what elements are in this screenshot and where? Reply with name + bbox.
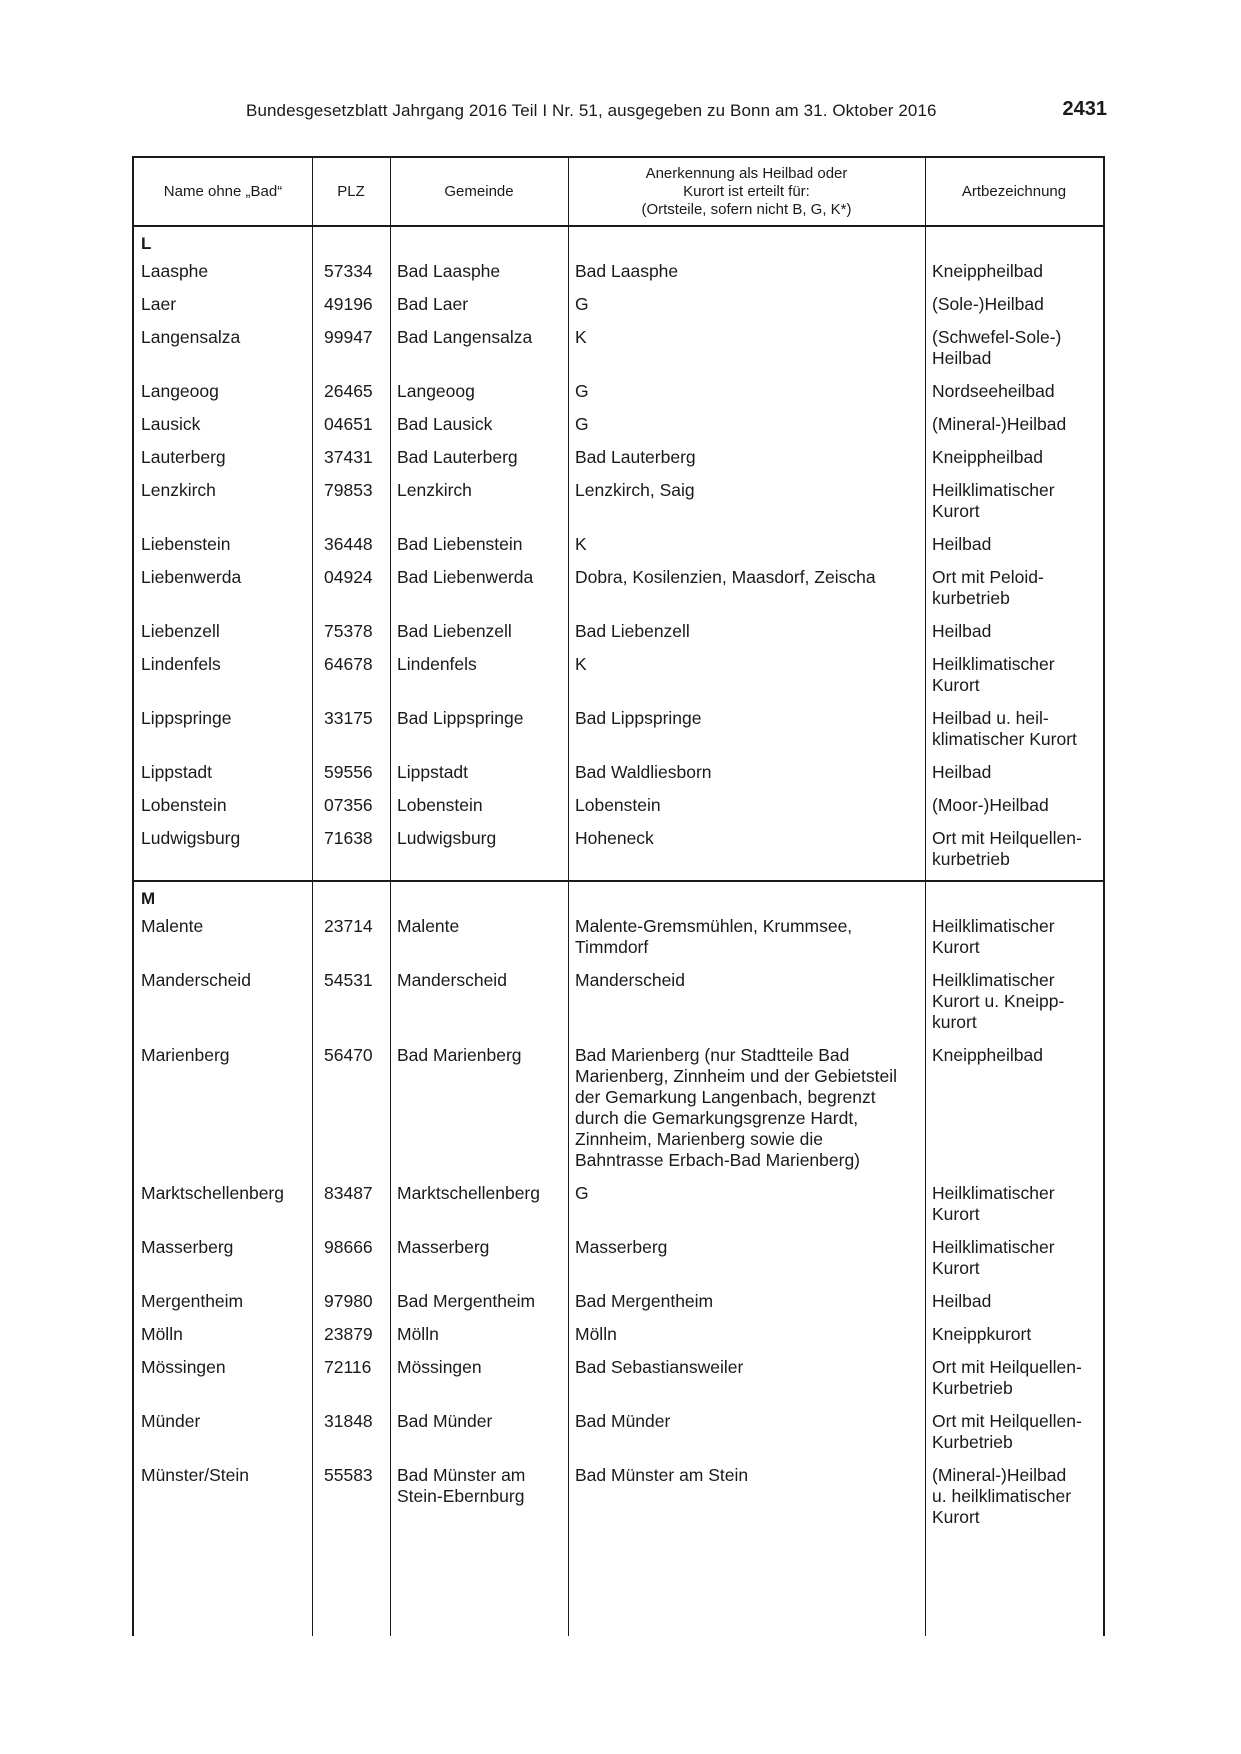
- cell-line: (Schwefel-Sole-): [932, 327, 1062, 347]
- cell-line: Ort mit Peloid-: [932, 567, 1044, 587]
- table-row: [134, 261, 1103, 282]
- cell-gemeinde: [390, 1237, 568, 1279]
- cell-anerkennung: [568, 447, 925, 468]
- cell-line: Heilklimatischer: [932, 1237, 1055, 1257]
- cell-line: (Mineral-)Heilbad: [932, 414, 1067, 434]
- table-row: [134, 282, 1103, 315]
- column-header-artbezeichnung: Artbezeichnung: [961, 182, 1067, 200]
- table-row: [134, 1171, 1103, 1225]
- cell-line: (Mineral-)Heilbad: [932, 1465, 1067, 1485]
- table-row: [134, 1345, 1103, 1399]
- cell-line: Lippstadt: [397, 762, 469, 782]
- cell-line: Kneippheilbad: [932, 261, 1043, 281]
- cell-anerkennung: [568, 654, 925, 696]
- cell-line: Manderscheid: [575, 970, 685, 990]
- cell-gemeinde: [390, 381, 568, 402]
- cell-artbezeichnung: [925, 621, 1103, 642]
- cell-line: Heilbad: [932, 1291, 992, 1311]
- cell-plz: 04924: [324, 567, 373, 587]
- cell-artbezeichnung: [925, 1324, 1103, 1345]
- table-section: [134, 227, 1103, 880]
- cell-plz: 49196: [324, 294, 373, 314]
- cell-line: G: [575, 294, 589, 314]
- cell-line: Heilbad: [932, 348, 992, 368]
- cell-name: Marktschellenberg: [141, 1183, 284, 1203]
- cell-line: Masserberg: [397, 1237, 490, 1257]
- cell-line: klimatischer Kurort: [932, 729, 1077, 749]
- cell-line: Bad Lauterberg: [397, 447, 518, 467]
- cell-anerkennung: [568, 534, 925, 555]
- column-header-anerkennung-line: Anerkennung als Heilbad oder: [645, 164, 848, 182]
- cell-line: Kneippheilbad: [932, 447, 1043, 467]
- cell-name: Liebenzell: [141, 621, 220, 641]
- cell-line: (Moor-)Heilbad: [932, 795, 1049, 815]
- table-row: [134, 816, 1103, 870]
- table-header: [134, 158, 1103, 227]
- cell-line: Kurort u. Kneipp-: [932, 991, 1065, 1011]
- cell-anerkennung: [568, 708, 925, 750]
- cell-name: Lippstadt: [141, 762, 213, 782]
- cell-plz: 36448: [324, 534, 373, 554]
- table-section: [134, 880, 1103, 1538]
- cell-artbezeichnung: [925, 261, 1103, 282]
- cell-plz: 57334: [324, 261, 373, 281]
- cell-artbezeichnung: [925, 447, 1103, 468]
- cell-anerkennung: [568, 916, 925, 958]
- cell-gemeinde: [390, 916, 568, 958]
- cell-artbezeichnung: [925, 327, 1103, 369]
- cell-line: Bad Marienberg: [397, 1045, 522, 1065]
- cell-anerkennung: [568, 327, 925, 369]
- cell-line: Bad Lippspringe: [575, 708, 702, 728]
- cell-artbezeichnung: [925, 916, 1103, 958]
- cell-name: Lobenstein: [141, 795, 227, 815]
- cell-plz: 56470: [324, 1045, 373, 1065]
- cell-artbezeichnung: [925, 795, 1103, 816]
- cell-name: Masserberg: [141, 1237, 234, 1257]
- table-row: [134, 1453, 1103, 1528]
- cell-line: Bad Lippspringe: [397, 708, 524, 728]
- cell-plz: 75378: [324, 621, 373, 641]
- cell-anerkennung: [568, 1045, 925, 1171]
- cell-line: Ort mit Heilquellen-: [932, 828, 1082, 848]
- cell-line: Marktschellenberg: [397, 1183, 540, 1203]
- running-head: Bundesgesetzblatt Jahrgang 2016 Teil I Nr. 51, ausgegeben zu Bonn am 31. Oktober 2016: [246, 101, 937, 120]
- cell-gemeinde: [390, 1183, 568, 1225]
- cell-artbezeichnung: [925, 708, 1103, 750]
- cell-anerkennung: [568, 294, 925, 315]
- cell-anerkennung: [568, 795, 925, 816]
- cell-line: Bad Münder: [575, 1411, 671, 1431]
- cell-gemeinde: [390, 567, 568, 609]
- cell-anerkennung: [568, 567, 925, 609]
- cell-name: Mölln: [141, 1324, 183, 1344]
- cell-gemeinde: [390, 261, 568, 282]
- cell-line: Bad Lausick: [397, 414, 493, 434]
- cell-anerkennung: [568, 480, 925, 522]
- cell-name: Liebenwerda: [141, 567, 242, 587]
- cell-line: Lenzkirch, Saig: [575, 480, 695, 500]
- cell-artbezeichnung: [925, 534, 1103, 555]
- cell-line: Kurort: [932, 501, 980, 521]
- cell-artbezeichnung: [925, 1291, 1103, 1312]
- cell-plz: 23879: [324, 1324, 373, 1344]
- cell-artbezeichnung: [925, 1183, 1103, 1225]
- cell-name: Ludwigsburg: [141, 828, 241, 848]
- cell-artbezeichnung: [925, 1045, 1103, 1171]
- cell-plz: 55583: [324, 1465, 373, 1485]
- cell-line: Bad Liebenwerda: [397, 567, 534, 587]
- page-number: 2431: [1062, 98, 1107, 120]
- cell-line: Kurbetrieb: [932, 1378, 1013, 1398]
- cell-line: Bad Laasphe: [575, 261, 679, 281]
- cell-plz: 79853: [324, 480, 373, 500]
- cell-gemeinde: [390, 828, 568, 870]
- cell-line: Kurort: [932, 1507, 980, 1527]
- cell-line: Heilbad: [932, 762, 992, 782]
- cell-line: Bad Lauterberg: [575, 447, 696, 467]
- cell-line: Heilbad: [932, 534, 992, 554]
- table-row: [134, 369, 1103, 402]
- table-body: [134, 227, 1103, 1538]
- cell-line: G: [575, 1183, 589, 1203]
- section-letter: M: [141, 889, 156, 908]
- cell-line: Manderscheid: [397, 970, 507, 990]
- cell-artbezeichnung: [925, 381, 1103, 402]
- table-row: [134, 642, 1103, 696]
- cell-name: Lausick: [141, 414, 201, 434]
- cell-name: Langensalza: [141, 327, 241, 347]
- cell-gemeinde: [390, 762, 568, 783]
- cell-gemeinde: [390, 294, 568, 315]
- cell-name: Münster/Stein: [141, 1465, 249, 1485]
- cell-anerkennung: [568, 1183, 925, 1225]
- cell-line: Heilbad u. heil-: [932, 708, 1049, 728]
- cell-line: Kurbetrieb: [932, 1432, 1013, 1452]
- cell-plz: 98666: [324, 1237, 373, 1257]
- section-spacer: [134, 1528, 1103, 1538]
- cell-line: der Gemarkung Langenbach, begrenzt: [575, 1087, 876, 1107]
- cell-anerkennung: [568, 621, 925, 642]
- cell-gemeinde: [390, 480, 568, 522]
- cell-plz: 23714: [324, 916, 373, 936]
- cell-name: Lenzkirch: [141, 480, 216, 500]
- cell-anerkennung: [568, 762, 925, 783]
- cell-plz: 83487: [324, 1183, 373, 1203]
- cell-gemeinde: [390, 534, 568, 555]
- cell-line: Ludwigsburg: [397, 828, 497, 848]
- cell-line: Nordseeheilbad: [932, 381, 1055, 401]
- cell-line: Kneippheilbad: [932, 1045, 1043, 1065]
- table-row: [134, 468, 1103, 522]
- cell-plz: 37431: [324, 447, 373, 467]
- cell-gemeinde: [390, 447, 568, 468]
- cell-name: Marienberg: [141, 1045, 230, 1065]
- column-header-anerkennung-line: (Ortsteile, sofern nicht B, G, K*): [641, 200, 852, 218]
- cell-line: Heilbad: [932, 621, 992, 641]
- cell-artbezeichnung: [925, 1411, 1103, 1453]
- cell-name: Münder: [141, 1411, 201, 1431]
- cell-line: Bad Münster am Stein: [575, 1465, 749, 1485]
- cell-line: Bad Laer: [397, 294, 469, 314]
- cell-artbezeichnung: [925, 567, 1103, 609]
- column-header-anerkennung: [568, 158, 925, 225]
- table-row: [134, 1312, 1103, 1345]
- cell-anerkennung: [568, 1411, 925, 1453]
- cell-anerkennung: [568, 1324, 925, 1345]
- table-row: [134, 958, 1103, 1033]
- cell-artbezeichnung: [925, 414, 1103, 435]
- cell-anerkennung: [568, 828, 925, 870]
- cell-line: Timmdorf: [575, 937, 649, 957]
- table-row: [134, 522, 1103, 555]
- column-header-anerkennung-line: Kurort ist erteilt für:: [683, 182, 810, 200]
- table-row: [134, 609, 1103, 642]
- cell-line: Hoheneck: [575, 828, 654, 848]
- cell-line: Lenzkirch: [397, 480, 472, 500]
- cell-artbezeichnung: [925, 828, 1103, 870]
- cell-gemeinde: [390, 1324, 568, 1345]
- cell-name: Laer: [141, 294, 177, 314]
- column-header-name: Name ohne „Bad“: [163, 182, 283, 200]
- cell-artbezeichnung: [925, 654, 1103, 696]
- table-row: [134, 555, 1103, 609]
- cell-artbezeichnung: [925, 1237, 1103, 1279]
- cell-gemeinde: [390, 970, 568, 1033]
- cell-name: Malente: [141, 916, 204, 936]
- cell-line: Heilklimatischer: [932, 654, 1055, 674]
- cell-line: kurort: [932, 1012, 977, 1032]
- cell-plz: 71638: [324, 828, 373, 848]
- cell-line: Bahntrasse Erbach-Bad Marienberg): [575, 1150, 861, 1170]
- table-row: [134, 402, 1103, 435]
- cell-line: Mölln: [575, 1324, 617, 1344]
- cell-line: Bad Mergentheim: [397, 1291, 536, 1311]
- cell-name: Lindenfels: [141, 654, 221, 674]
- cell-line: Bad Sebastiansweiler: [575, 1357, 744, 1377]
- cell-gemeinde: [390, 1045, 568, 1171]
- cell-anerkennung: [568, 1237, 925, 1279]
- cell-line: Bad Waldliesborn: [575, 762, 712, 782]
- cell-line: (Sole-)Heilbad: [932, 294, 1044, 314]
- cell-artbezeichnung: [925, 762, 1103, 783]
- cell-artbezeichnung: [925, 294, 1103, 315]
- cell-line: kurbetrieb: [932, 588, 1010, 608]
- cell-name: Laasphe: [141, 261, 209, 281]
- cell-line: Heilklimatischer: [932, 1183, 1055, 1203]
- cell-gemeinde: [390, 795, 568, 816]
- cell-line: Bad Liebenzell: [397, 621, 512, 641]
- table-row: [134, 783, 1103, 816]
- table-row: [134, 1279, 1103, 1312]
- cell-line: Bad Liebenzell: [575, 621, 690, 641]
- cell-line: Kurort: [932, 1204, 980, 1224]
- cell-line: Bad Liebenstein: [397, 534, 523, 554]
- table-row: [134, 315, 1103, 369]
- column-header-gemeinde: Gemeinde: [444, 182, 514, 200]
- cell-artbezeichnung: [925, 970, 1103, 1033]
- cell-plz: 59556: [324, 762, 373, 782]
- cell-line: Masserberg: [575, 1237, 668, 1257]
- cell-gemeinde: [390, 708, 568, 750]
- cell-artbezeichnung: [925, 1465, 1103, 1528]
- cell-line: Heilklimatischer: [932, 480, 1055, 500]
- column-header-plz: PLZ: [337, 182, 365, 200]
- cell-line: Zinnheim, Marienberg sowie die: [575, 1129, 824, 1149]
- cell-line: Heilklimatischer: [932, 970, 1055, 990]
- cell-name: Lippspringe: [141, 708, 232, 728]
- cell-line: Dobra, Kosilenzien, Maasdorf, Zeischa: [575, 567, 876, 587]
- cell-line: Mössingen: [397, 1357, 482, 1377]
- cell-plz: 07356: [324, 795, 373, 815]
- cell-anerkennung: [568, 414, 925, 435]
- cell-name: Lauterberg: [141, 447, 226, 467]
- cell-plz: 04651: [324, 414, 373, 434]
- cell-anerkennung: [568, 970, 925, 1033]
- cell-line: kurbetrieb: [932, 849, 1010, 869]
- cell-line: K: [575, 327, 587, 347]
- cell-plz: 72116: [324, 1357, 372, 1377]
- cell-plz: 54531: [324, 970, 373, 990]
- table-row: [134, 435, 1103, 468]
- cell-line: Lindenfels: [397, 654, 477, 674]
- cell-artbezeichnung: [925, 480, 1103, 522]
- cell-line: Bad Laasphe: [397, 261, 501, 281]
- cell-line: Kneippkurort: [932, 1324, 1032, 1344]
- cell-gemeinde: [390, 327, 568, 369]
- cell-anerkennung: [568, 1357, 925, 1399]
- cell-gemeinde: [390, 654, 568, 696]
- cell-plz: 26465: [324, 381, 373, 401]
- cell-line: Ort mit Heilquellen-: [932, 1357, 1082, 1377]
- table-row: [134, 1225, 1103, 1279]
- cell-gemeinde: [390, 1357, 568, 1399]
- cell-gemeinde: [390, 1465, 568, 1528]
- cell-line: Marienberg, Zinnheim und der Gebietsteil: [575, 1066, 897, 1086]
- cell-name: Liebenstein: [141, 534, 231, 554]
- cell-line: Malente-Gremsmühlen, Krummsee,: [575, 916, 853, 936]
- cell-anerkennung: [568, 1291, 925, 1312]
- section-letter: L: [141, 234, 152, 253]
- cell-line: Kurort: [932, 937, 980, 957]
- cell-line: G: [575, 381, 589, 401]
- cell-line: Bad Langensalza: [397, 327, 533, 347]
- cell-plz: 31848: [324, 1411, 373, 1431]
- cell-plz: 99947: [324, 327, 373, 347]
- cell-gemeinde: [390, 1411, 568, 1453]
- spa-table: [132, 156, 1105, 1636]
- cell-line: Mölln: [397, 1324, 439, 1344]
- cell-line: Kurort: [932, 1258, 980, 1278]
- cell-line: durch die Gemarkungsgrenze Hardt,: [575, 1108, 859, 1128]
- table-row: [134, 696, 1103, 750]
- cell-artbezeichnung: [925, 1357, 1103, 1399]
- cell-gemeinde: [390, 1291, 568, 1312]
- cell-plz: 33175: [324, 708, 373, 728]
- cell-line: Lobenstein: [575, 795, 661, 815]
- cell-line: Stein-Ebernburg: [397, 1486, 525, 1506]
- cell-line: Kurort: [932, 675, 980, 695]
- cell-anerkennung: [568, 381, 925, 402]
- cell-line: Ort mit Heilquellen-: [932, 1411, 1082, 1431]
- table-row: [134, 916, 1103, 958]
- cell-name: Manderscheid: [141, 970, 251, 990]
- cell-line: u. heilklimatischer: [932, 1486, 1072, 1506]
- section-spacer: [134, 870, 1103, 880]
- cell-line: Lobenstein: [397, 795, 483, 815]
- cell-gemeinde: [390, 414, 568, 435]
- cell-line: Bad Münster am: [397, 1465, 526, 1485]
- cell-line: Heilklimatischer: [932, 916, 1055, 936]
- cell-anerkennung: [568, 261, 925, 282]
- cell-plz: 64678: [324, 654, 373, 674]
- cell-line: G: [575, 414, 589, 434]
- cell-name: Mergentheim: [141, 1291, 244, 1311]
- cell-line: Bad Münder: [397, 1411, 493, 1431]
- cell-line: Bad Marienberg (nur Stadtteile Bad: [575, 1045, 850, 1065]
- cell-anerkennung: [568, 1465, 925, 1528]
- cell-line: Malente: [397, 916, 460, 936]
- cell-line: K: [575, 654, 587, 674]
- cell-name: Mössingen: [141, 1357, 226, 1377]
- cell-line: Langeoog: [397, 381, 475, 401]
- cell-plz: 97980: [324, 1291, 373, 1311]
- cell-gemeinde: [390, 621, 568, 642]
- cell-line: Bad Mergentheim: [575, 1291, 714, 1311]
- table-row: [134, 1033, 1103, 1171]
- table-row: [134, 1399, 1103, 1453]
- cell-line: K: [575, 534, 587, 554]
- table-row: [134, 750, 1103, 783]
- cell-name: Langeoog: [141, 381, 219, 401]
